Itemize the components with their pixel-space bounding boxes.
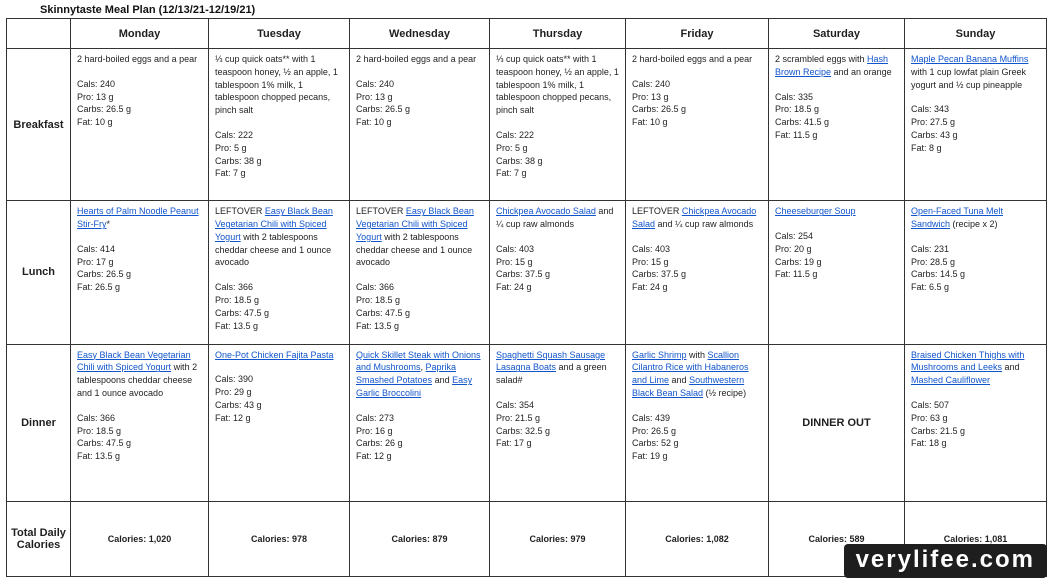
meal-description xyxy=(775,205,899,218)
meal-cell xyxy=(71,201,209,344)
meal-text: 2 hard-boiled eggs and a pear xyxy=(356,54,477,64)
day-header: Wednesday xyxy=(350,19,490,49)
carbs-line: Carbs: 21.5 g xyxy=(911,425,966,436)
meal-cell xyxy=(905,201,1047,344)
nutrition-info xyxy=(215,373,344,424)
calories-line: Cals: 354 xyxy=(496,399,535,410)
nutrition-info xyxy=(911,399,1041,450)
calories-line: Cals: 335 xyxy=(775,91,814,102)
day-header: Monday xyxy=(71,19,209,49)
meal-text: with 2 tablespoons cheddar cheese and 1 ounce avocado xyxy=(77,362,198,398)
recipe-link[interactable]: Open-Faced Tuna Melt Sandwich xyxy=(911,206,1004,230)
fat-line: Fat: 24 g xyxy=(632,282,668,293)
nutrition-info xyxy=(911,103,1041,154)
fat-line: Fat: 24 g xyxy=(496,282,532,293)
meal-cell xyxy=(350,49,490,201)
recipe-link[interactable]: Chickpea Avocado Salad xyxy=(496,206,596,217)
row-label-lunch: Lunch xyxy=(7,201,71,344)
dinner-out-cell: DINNER OUT xyxy=(769,344,905,501)
fat-line: Fat: 26.5 g xyxy=(77,282,121,293)
protein-line: Pro: 13 g xyxy=(632,91,669,102)
meal-description xyxy=(356,53,484,66)
meal-cell xyxy=(209,201,350,344)
meal-text: 2 scrambled eggs with xyxy=(775,54,868,64)
recipe-link[interactable]: Easy Black Bean Vegetarian Chili with Spiced Yogurt xyxy=(215,206,333,242)
meal-cell xyxy=(209,49,350,201)
fat-line: Fat: 12 g xyxy=(215,412,251,423)
protein-line: Pro: 17 g xyxy=(77,256,114,267)
protein-line: Pro: 29 g xyxy=(215,387,252,398)
carbs-line: Carbs: 32.5 g xyxy=(496,425,551,436)
meal-cell xyxy=(769,201,905,344)
carbs-line: Carbs: 47.5 g xyxy=(215,307,270,318)
meal-text: ⅓ cup quick oats** with 1 teaspoon honey, ½ an apple, 1 tablespoon 1% milk, 1 tablespoon chopped pecans, pinch salt xyxy=(215,54,338,116)
dinner-row xyxy=(7,344,1047,501)
meal-description xyxy=(496,349,620,387)
fat-line: Fat: 19 g xyxy=(632,451,668,462)
protein-line: Pro: 13 g xyxy=(77,91,114,102)
meal-cell xyxy=(71,49,209,201)
watermark-logo: verylifee.com xyxy=(844,544,1047,578)
carbs-line: Carbs: 37.5 g xyxy=(496,269,551,280)
row-label-breakfast: Breakfast xyxy=(7,49,71,201)
protein-line: Pro: 21.5 g xyxy=(496,412,541,423)
daily-total: Calories: 1,020 xyxy=(71,501,209,576)
nutrition-info xyxy=(911,243,1041,294)
daily-total: Calories: 1,081 xyxy=(905,501,1047,576)
calories-line: Cals: 366 xyxy=(215,282,254,293)
recipe-link[interactable]: Quick Skillet Steak with Onions and Mushrooms xyxy=(356,349,481,373)
meal-text: with xyxy=(686,349,708,360)
meal-description xyxy=(496,53,620,117)
recipe-link[interactable]: Scallion Cilantro Rice with Habaneros and Lime xyxy=(632,349,749,386)
protein-line: Pro: 5 g xyxy=(215,142,247,153)
fat-line: Fat: 11.5 g xyxy=(775,269,818,280)
nutrition-info xyxy=(775,91,899,142)
calories-line: Cals: 403 xyxy=(496,243,535,254)
meal-text: and xyxy=(1002,362,1020,373)
meal-text: , xyxy=(420,362,426,373)
meal-text: and ¼ cup raw almonds xyxy=(496,206,614,230)
fat-line: Fat: 6.5 g xyxy=(911,282,950,293)
meal-cell xyxy=(350,344,490,501)
protein-line: Pro: 18.5 g xyxy=(356,295,401,306)
fat-line: Fat: 10 g xyxy=(356,117,392,128)
protein-line: Pro: 13 g xyxy=(356,91,393,102)
meal-description xyxy=(356,205,484,269)
meal-description xyxy=(496,205,620,231)
fat-line: Fat: 7 g xyxy=(496,168,527,179)
fat-line: Fat: 11.5 g xyxy=(775,129,818,140)
meal-description xyxy=(911,205,1041,231)
carbs-line: Carbs: 26.5 g xyxy=(77,269,132,280)
meal-description xyxy=(77,53,203,66)
fat-line: Fat: 13.5 g xyxy=(77,451,121,462)
carbs-line: Carbs: 26.5 g xyxy=(77,104,132,115)
calories-line: Cals: 507 xyxy=(911,399,950,410)
meal-cell xyxy=(626,344,769,501)
meal-description xyxy=(911,53,1041,91)
meal-text: and xyxy=(432,375,453,386)
calories-line: Cals: 231 xyxy=(911,243,950,254)
recipe-link[interactable]: Spaghetti Squash Sausage Lasagna Boats xyxy=(496,349,606,373)
fat-line: Fat: 13.5 g xyxy=(215,320,259,331)
meal-text: ⅓ cup quick oats** with 1 teaspoon honey, ½ an apple, 1 tablespoon 1% milk, 1 tablespoon chopped pecans, pinch salt xyxy=(496,54,619,116)
meal-description xyxy=(775,53,899,79)
meal-description xyxy=(215,349,344,362)
protein-line: Pro: 5 g xyxy=(496,142,528,153)
meal-text: * xyxy=(106,219,111,230)
meal-cell xyxy=(905,344,1047,501)
fat-line: Fat: 7 g xyxy=(215,168,246,179)
lunch-row xyxy=(7,201,1047,344)
meal-text: and an orange xyxy=(831,66,892,77)
header-row xyxy=(7,19,1047,49)
calories-line: Cals: 414 xyxy=(77,243,116,254)
carbs-line: Carbs: 26.5 g xyxy=(632,104,687,115)
protein-line: Pro: 27.5 g xyxy=(911,117,956,128)
calories-line: Cals: 273 xyxy=(356,412,395,423)
nutrition-info xyxy=(632,78,763,129)
nutrition-info xyxy=(215,281,344,332)
calories-line: Cals: 240 xyxy=(77,78,116,89)
recipe-link[interactable]: One-Pot Chicken Fajita Pasta xyxy=(215,349,334,360)
daily-total: Calories: 1,082 xyxy=(626,501,769,576)
meal-text: with 2 tablespoons cheddar cheese and 1 ounce avocado xyxy=(215,231,332,268)
meal-text: and xyxy=(669,375,690,386)
day-header: Tuesday xyxy=(209,19,350,49)
recipe-link[interactable]: Cheeseburger Soup xyxy=(775,206,856,217)
meal-cell xyxy=(626,201,769,344)
calories-line: Cals: 240 xyxy=(632,78,671,89)
calories-line: Cals: 254 xyxy=(775,231,814,242)
fat-line: Fat: 18 g xyxy=(911,438,947,449)
recipe-link[interactable]: Paprika Smashed Potatoes xyxy=(356,362,457,386)
carbs-line: Carbs: 38 g xyxy=(496,155,543,166)
meal-cell xyxy=(350,201,490,344)
carbs-line: Carbs: 41.5 g xyxy=(775,117,830,128)
recipe-link[interactable]: Maple Pecan Banana Muffins xyxy=(911,54,1029,64)
nutrition-info xyxy=(356,281,484,332)
daily-total: Calories: 979 xyxy=(490,501,626,576)
recipe-link[interactable]: Hash Brown Recipe xyxy=(775,54,889,77)
carbs-line: Carbs: 38 g xyxy=(215,155,262,166)
daily-total: Calories: 589 xyxy=(769,501,905,576)
carbs-line: Carbs: 19 g xyxy=(775,256,822,267)
row-label-dinner: Dinner xyxy=(7,344,71,501)
nutrition-info xyxy=(496,243,620,294)
meal-text: LEFTOVER xyxy=(215,206,265,217)
meal-text: and a green salad xyxy=(496,362,607,386)
calories-line: Cals: 222 xyxy=(215,129,254,140)
meal-description xyxy=(215,205,344,269)
protein-line: Pro: 63 g xyxy=(911,412,948,423)
protein-line: Pro: 15 g xyxy=(496,256,533,267)
calories-line: Cals: 222 xyxy=(496,129,535,140)
fat-line: Fat: 12 g xyxy=(356,451,392,462)
nutrition-info xyxy=(356,78,484,129)
meal-description xyxy=(77,349,203,400)
meal-text: # xyxy=(517,375,523,386)
fat-line: Fat: 8 g xyxy=(911,142,942,153)
carbs-line: Carbs: 37.5 g xyxy=(632,269,687,280)
daily-total: Calories: 978 xyxy=(209,501,350,576)
calories-line: Cals: 366 xyxy=(356,282,395,293)
protein-line: Pro: 15 g xyxy=(632,256,669,267)
calories-line: Cals: 240 xyxy=(356,78,395,89)
protein-line: Pro: 16 g xyxy=(356,425,393,436)
recipe-link[interactable]: Chickpea Avocado Salad xyxy=(632,206,757,230)
meal-text: (½ recipe) xyxy=(703,387,747,398)
recipe-link[interactable]: Easy Garlic Broccolini xyxy=(356,375,473,398)
recipe-link[interactable]: Braised Chicken Thighs with Mushrooms and Leeks xyxy=(911,349,1025,373)
meal-description xyxy=(632,205,763,231)
carbs-line: Carbs: 47.5 g xyxy=(356,307,411,318)
nutrition-info xyxy=(775,230,899,281)
calories-line: Cals: 343 xyxy=(911,104,950,115)
meal-cell xyxy=(490,49,626,201)
day-header: Friday xyxy=(626,19,769,49)
meal-text: LEFTOVER xyxy=(356,206,406,217)
day-header: Saturday xyxy=(769,19,905,49)
fat-line: Fat: 17 g xyxy=(496,438,532,449)
carbs-line: Carbs: 43 g xyxy=(215,399,262,410)
calories-line: Cals: 403 xyxy=(632,243,671,254)
meal-description xyxy=(77,205,203,231)
meal-cell xyxy=(490,344,626,501)
nutrition-info xyxy=(632,243,763,294)
breakfast-row xyxy=(7,49,1047,201)
nutrition-info xyxy=(496,129,620,180)
fat-line: Fat: 13.5 g xyxy=(356,320,400,331)
meal-text: with 1 cup lowfat plain Greek yogurt and ½ cup pineapple xyxy=(911,66,1027,90)
protein-line: Pro: 18.5 g xyxy=(215,295,260,306)
nutrition-info xyxy=(77,412,203,463)
carbs-line: Carbs: 43 g xyxy=(911,129,958,140)
meal-cell xyxy=(209,344,350,501)
protein-line: Pro: 20 g xyxy=(775,243,812,254)
row-label-totals: Total Daily Calories xyxy=(7,501,71,576)
calories-line: Cals: 439 xyxy=(632,412,671,423)
recipe-link[interactable]: Southwestern Black Bean Salad xyxy=(632,375,745,398)
day-header: Thursday xyxy=(490,19,626,49)
meal-cell xyxy=(626,49,769,201)
meal-cell xyxy=(905,49,1047,201)
nutrition-info xyxy=(215,129,344,180)
meal-text: (recipe x 2) xyxy=(950,219,998,230)
meal-description xyxy=(356,349,484,400)
carbs-line: Carbs: 26.5 g xyxy=(356,104,411,115)
fat-line: Fat: 10 g xyxy=(77,117,113,128)
recipe-link[interactable]: Garlic Shrimp xyxy=(632,349,687,360)
nutrition-info xyxy=(356,412,484,463)
meal-text: with 2 tablespoons cheddar cheese and 1 ounce avocado xyxy=(356,231,473,268)
recipe-link[interactable]: Easy Black Bean Vegetarian Chili with Spiced Yogurt xyxy=(77,349,191,373)
corner-cell xyxy=(7,19,71,49)
daily-total: Calories: 879 xyxy=(350,501,490,576)
protein-line: Pro: 18.5 g xyxy=(77,425,122,436)
meal-text: 2 hard-boiled eggs and a pear xyxy=(77,54,198,64)
carbs-line: Carbs: 52 g xyxy=(632,438,679,449)
recipe-link[interactable]: Easy Black Bean Vegetarian Chili with Spiced Yogurt xyxy=(356,206,474,242)
nutrition-info xyxy=(77,78,203,129)
meal-cell xyxy=(71,344,209,501)
meal-text: and ¼ cup raw almonds xyxy=(655,219,754,230)
meal-text: LEFTOVER xyxy=(632,206,682,217)
nutrition-info xyxy=(496,399,620,450)
meal-description xyxy=(911,349,1041,387)
carbs-line: Carbs: 47.5 g xyxy=(77,438,132,449)
page-title: Skinnytaste Meal Plan (12/13/21-12/19/21) xyxy=(40,4,256,16)
protein-line: Pro: 18.5 g xyxy=(775,104,820,115)
recipe-link[interactable]: Hearts of Palm Noodle Peanut Stir-Fry xyxy=(77,206,199,230)
carbs-line: Carbs: 14.5 g xyxy=(911,269,966,280)
meal-cell xyxy=(490,201,626,344)
meal-description xyxy=(632,349,763,400)
protein-line: Pro: 26.5 g xyxy=(632,425,677,436)
meal-description xyxy=(632,53,763,66)
nutrition-info xyxy=(77,243,203,294)
calories-line: Cals: 390 xyxy=(215,374,254,385)
meal-description xyxy=(215,53,344,117)
carbs-line: Carbs: 26 g xyxy=(356,438,403,449)
fat-line: Fat: 10 g xyxy=(632,117,668,128)
nutrition-info xyxy=(632,412,763,463)
meal-text: 2 hard-boiled eggs and a pear xyxy=(632,54,753,64)
recipe-link[interactable]: Mashed Cauliflower xyxy=(911,375,991,386)
protein-line: Pro: 28.5 g xyxy=(911,256,956,267)
calories-line: Cals: 366 xyxy=(77,412,116,423)
day-header: Sunday xyxy=(905,19,1047,49)
meal-plan-table xyxy=(6,18,1047,577)
meal-cell xyxy=(769,49,905,201)
